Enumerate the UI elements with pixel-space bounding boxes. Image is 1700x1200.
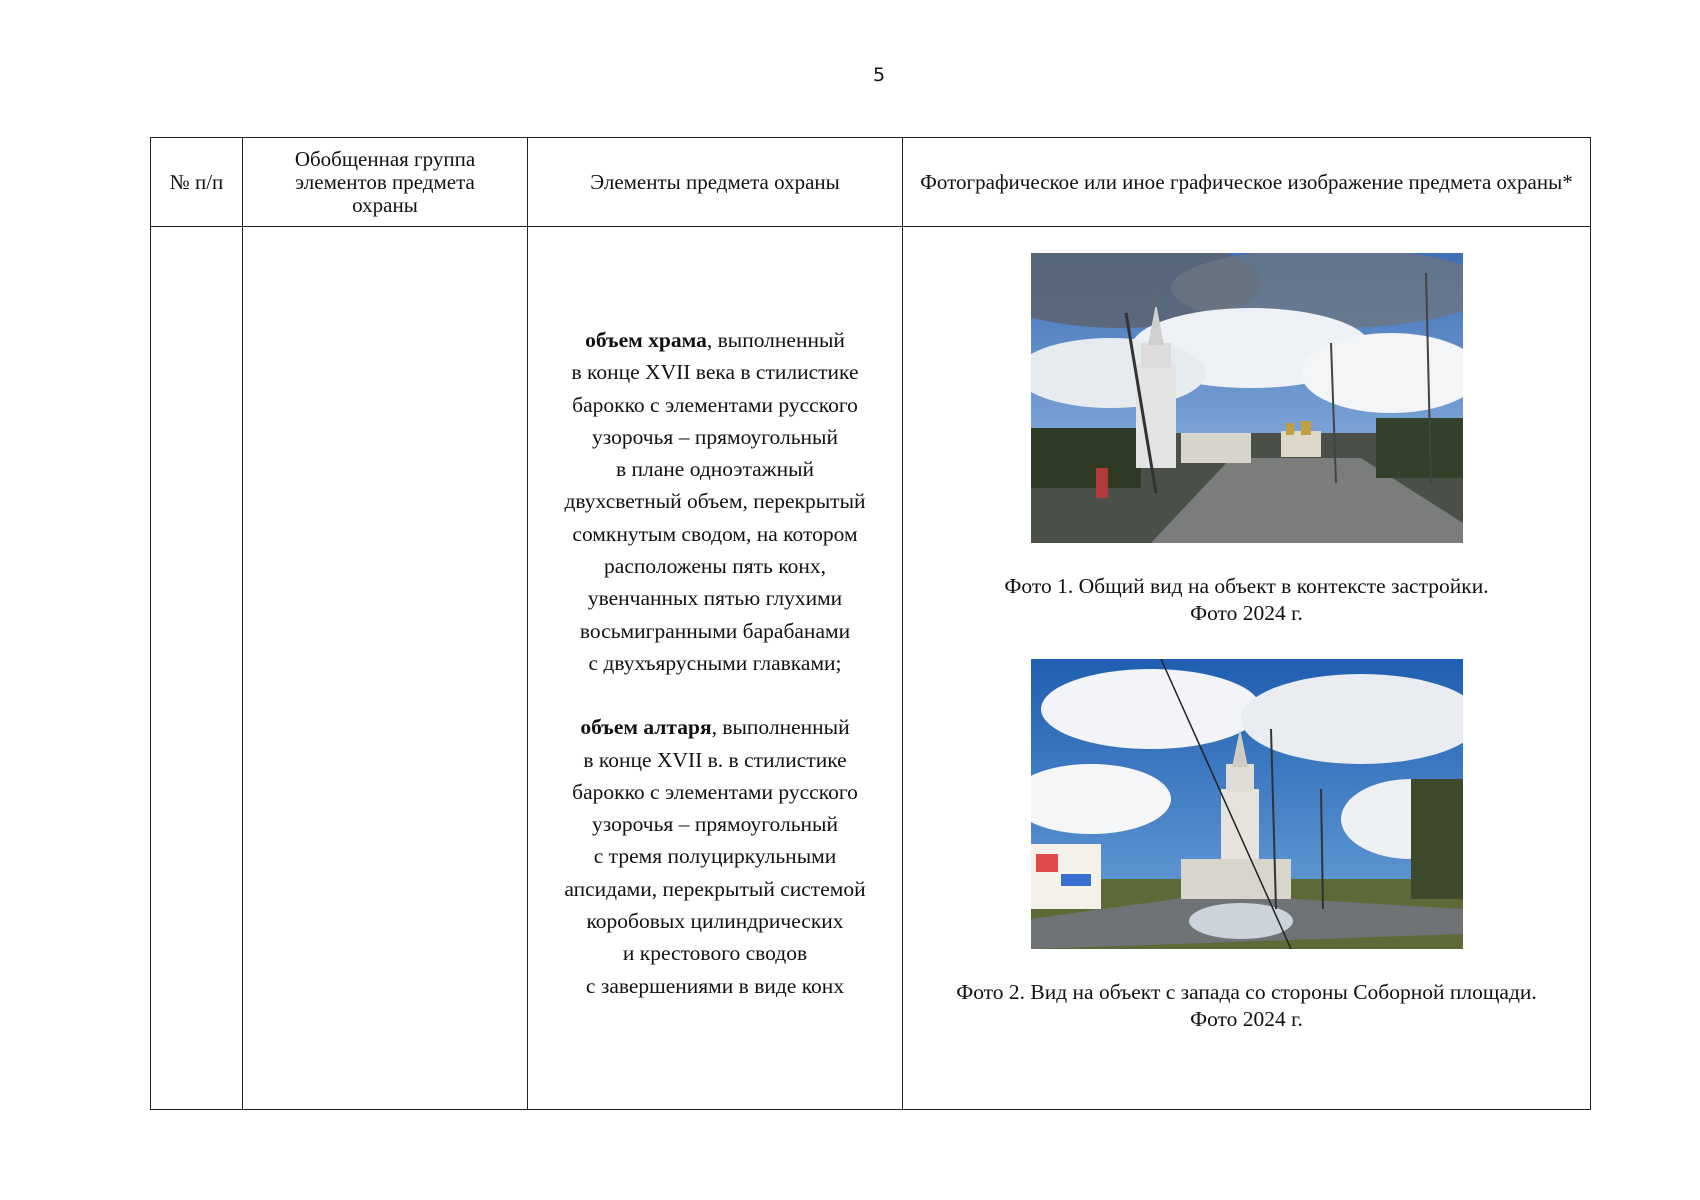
photo-1-caption: Фото 1. Общий вид на объект в контексте застройки. Фото 2024 г. bbox=[1004, 574, 1489, 625]
table-row bbox=[151, 227, 1591, 1110]
cell-group bbox=[243, 227, 528, 1110]
photo-2-caption: Фото 2. Вид на объект с запада со стороны Соборной площади. Фото 2024 г. bbox=[956, 980, 1537, 1031]
photo-church-street-view bbox=[1031, 253, 1463, 543]
photo-2-block bbox=[903, 659, 1590, 1033]
page-number: 5 bbox=[872, 64, 886, 86]
protection-subject-table bbox=[150, 137, 1591, 1110]
element-temple-volume: объем храма, выполненный в конце XVII века в стилистике барокко с элементами русского узорочья – прямоугольный в плане одноэтажный двухсветный объем, перекрытый сомкнутым сводом, на котором расположены пять конх, увенчанных пятью глухими восьмигранными барабанами с двухъярусными главками; bbox=[564, 328, 866, 675]
cell-photos bbox=[903, 227, 1591, 1110]
header-image: Фотографическое или иное графическое изображение предмета охраны* bbox=[903, 138, 1591, 227]
header-group: Обобщенная группа элементов предмета охраны bbox=[243, 138, 528, 227]
element-temple-title: объем храма bbox=[585, 328, 707, 352]
photo-1-block bbox=[903, 253, 1590, 627]
cell-number bbox=[151, 227, 243, 1110]
cell-elements bbox=[528, 227, 903, 1110]
element-altar-volume: объем алтаря, выполненный в конце XVII в. в стилистике барокко с элементами русского узорочья – прямоугольный с тремя полуциркульными апсидами, перекрытый системой коробовых цилиндрических и крестового сводов с завершениями в виде конх bbox=[564, 715, 866, 998]
photo-church-west-view bbox=[1031, 659, 1463, 949]
element-altar-title: объем алтаря bbox=[580, 715, 712, 740]
header-number: № п/п bbox=[151, 138, 243, 227]
header-elements: Элементы предмета охраны bbox=[528, 138, 903, 227]
table-header-row bbox=[151, 138, 1591, 227]
